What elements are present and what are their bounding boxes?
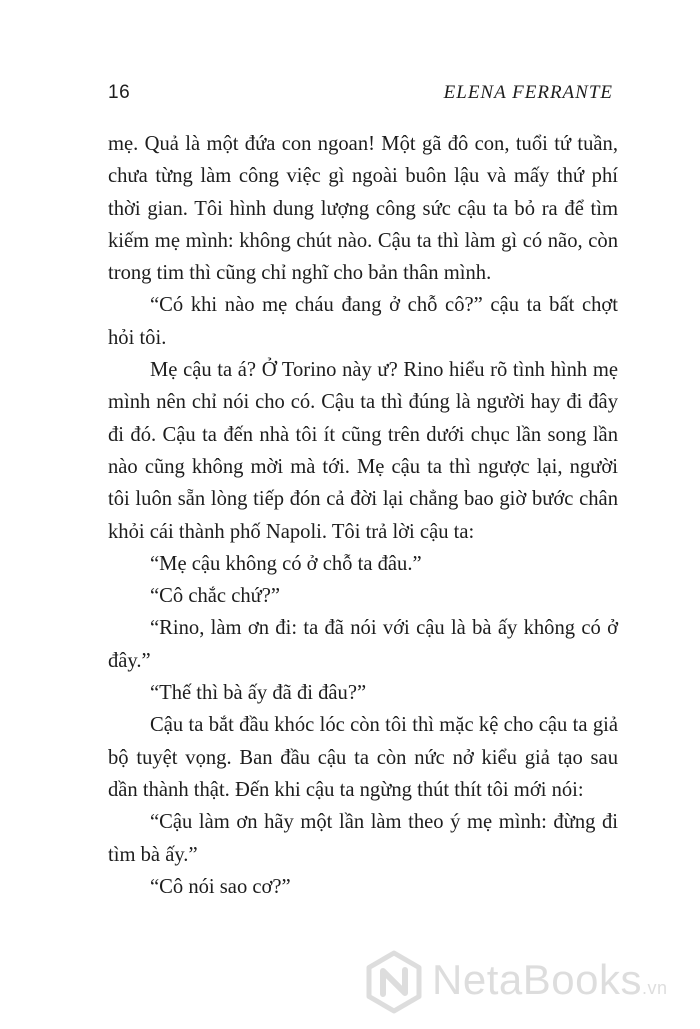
paragraph: Cậu ta bắt đầu khóc lóc còn tôi thì mặc kệ cho cậu ta giả bộ tuyệt vọng. Ban đầu cậu ta còn nức nở kiểu giả tạo sau dần thành thật. Đến khi cậu ta ngừng thút thít tôi mới nói: [108,714,618,801]
paragraph: Mẹ cậu ta á? Ở Torino này ư? Rino hiểu rõ tình hình mẹ mình nên chỉ nói cho có. Cậu ta thì đúng là người hay đi đây đi đó. Cậu ta đến nhà tôi ít cũng trên dưới chục lần song lần nào cũng không mời mà tới. Mẹ cậu ta thì ngược lại, người tôi luôn sẵn lòng tiếp đón cả đời lại chẳng bao giờ bước chân khỏi cái thành phố Napoli. Tôi trả lời cậu ta: [108,359,618,543]
paragraph: “Thế thì bà ấy đã đi đâu?” [150,682,367,705]
watermark-tld: .vn [641,978,668,998]
paragraph: “Rino, làm ơn đi: ta đã nói với cậu là bà ấy không có ở đây.” [108,617,618,672]
paragraph: “Mẹ cậu không có ở chỗ ta đâu.” [150,552,422,575]
paragraph: mẹ. Quả là một đứa con ngoan! Một gã đô con, tuổi tứ tuần, chưa từng làm công việc gì ngoài buôn lậu và mấy thứ phí thời gian. Tôi hình dung lượng công sức cậu ta bỏ ra để tìm kiếm mẹ mình: không chút nào. Cậu ta thì làm gì có não, còn trong tim thì cũng chỉ nghĩ cho bản thân mình. [108,133,618,285]
page-number: 16 [108,82,131,103]
running-head [108,82,613,112]
running-head-author: ELENA FERRANTE [443,82,613,103]
paragraph: “Cậu làm ơn hãy một lần làm theo ý mẹ mình: đừng đi tìm bà ấy.” [108,811,618,866]
paragraph: “Cô nói sao cơ?” [150,875,291,898]
watermark-brand: NetaBooks [432,956,642,1003]
paragraph: “Có khi nào mẹ cháu đang ở chỗ cô?” cậu ta bất chợt hỏi tôi. [108,294,618,349]
paragraph: “Cô chắc chứ?” [150,585,281,608]
body-text [108,128,618,903]
netabooks-logo-icon [362,950,426,1014]
watermark-text [432,956,667,1004]
watermark [362,948,692,1018]
